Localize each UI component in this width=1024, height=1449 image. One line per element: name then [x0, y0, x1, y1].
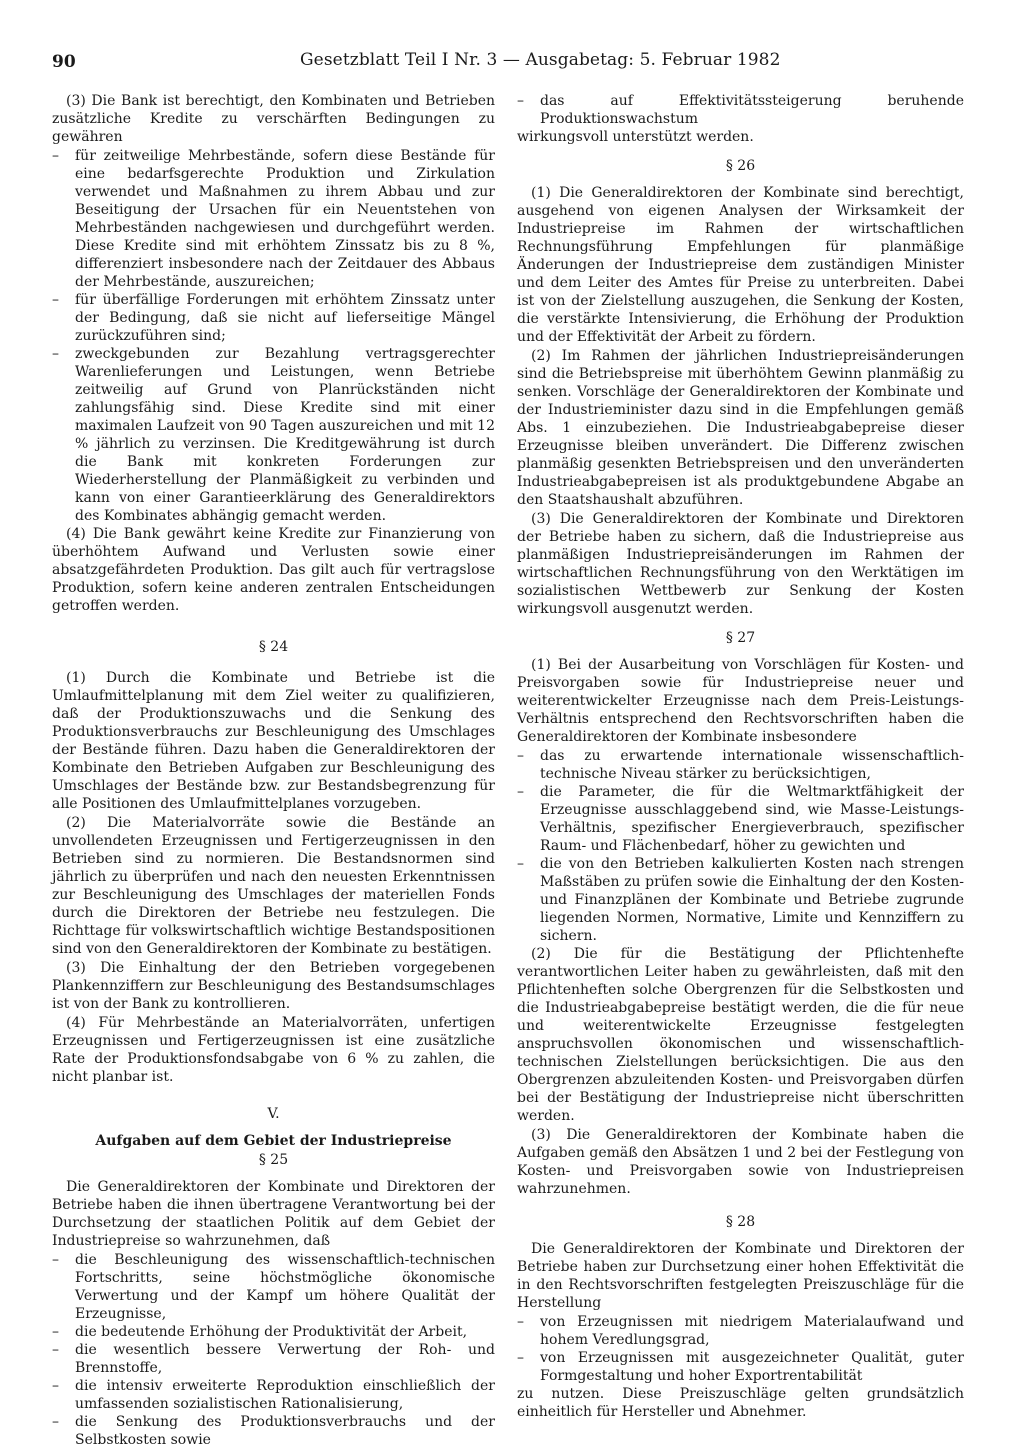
page-header: [50, 48, 970, 78]
paragraph-26-1: (1) Die Generaldirektoren der Kombinate sind berechtigt, ausgehend von eigenen Analysen der Wirksamkeit der Industriepreise im Rahmen der wirtschaftlichen Rechnungsführung Empfehlungen für planmäßige Änderungen der Industriepreise dem zuständigen Minister und dem Leiter des Amtes für Preise zu unterbreiten. Dabei ist von der Zielstellung auszugehen, die Senkung der Kosten, die verstärkte Intensivierung, die Erhöhung der Produktion und der Effektivität der Arbeit zu fördern.: [517, 185, 964, 345]
list-item: – die Beschleunigung des wissenschaftlich-technischen Fortschritts, seine höchstmögliche ökonomische Verwertung und der Kampf um höhere Qualität der Erzeugnisse,: [52, 1251, 495, 1323]
part-v-number: V.: [267, 1106, 280, 1122]
list-item: – die Senkung des Produktionsverbrauchs und der Selbstkosten sowie: [52, 1413, 495, 1449]
list-item: – das auf Effektivitätssteigerung beruhende Produktionswachstum: [517, 92, 964, 128]
paragraph-23-3-intro: (3) Die Bank ist berechtigt, den Kombinaten und Betrieben zusätzliche Kredite zu verschärften Bedingungen zu gewähren: [52, 93, 495, 145]
section-26-heading: § 26: [725, 158, 756, 174]
paragraph-24-4: (4) Für Mehrbestände an Materialvorräten, unfertigen Erzeugnissen und Fertigerzeugnissen ist eine zusätzliche Rate der Produktionsfondsabgabe von 6 % zu zahlen, die nicht planbar ist.: [52, 1015, 495, 1085]
list-item: – zweckgebunden zur Bezahlung vertragsgerechter Warenlieferungen und Leistungen, wenn Betriebe zeitweilig auf Grund von Planrückständen nicht zahlungsfähig sind. Diese Kredite sind mit einer maximalen Laufzeit von 90 Tagen auszureichen und mit 12 % jährlich zu verzinsen. Die Kreditgewährung ist durch die Bank mit konkreten Forderungen zur Wiederherstellung der Planmäßigkeit zu verbinden und kann von einer Garantieerklärung des Generaldirektors des Kombinates abhängig gemacht werden.: [52, 345, 495, 525]
paragraph-24-1: (1) Durch die Kombinate und Betriebe ist die Umlaufmittelplanung mit dem Ziel weiter zu qualifizieren, daß der Produktionszuwachs und die Senkung des Produktionsverbrauchs zur Beschleunigung des Umschlages der Bestände führen. Dazu haben die Generaldirektoren der Kombinate den Betrieben Aufgaben zur Beschleunigung des Umschlages der Bestände bzw. zur Bestandsbegrenzung für alle Positionen des Umlaufmittelplanes vorzugeben.: [52, 670, 495, 812]
list-item: – von Erzeugnissen mit ausgezeichneter Qualität, guter Formgestaltung und hoher Exportrentabilität: [517, 1349, 964, 1385]
list-item: – die von den Betrieben kalkulierten Kosten nach strengen Maßstäben zu prüfen sowie die Einhaltung der den Kosten- und Finanzplänen der Kombinate und Betriebe zugrunde liegenden Normen, Normative, Limite und Kennziffern zu sichern.: [517, 855, 964, 945]
paragraph-25-close: wirkungsvoll unterstützt werden.: [517, 129, 754, 145]
paragraph-27-3: (3) Die Generaldirektoren der Kombinate haben die Aufgaben gemäß den Absätzen 1 und 2 bei der Festlegung von Kosten- und Preisvorgaben sowie von Industriepreisen wahrzunehmen.: [517, 1127, 964, 1197]
paragraph-26-3: (3) Die Generaldirektoren der Kombinate und Direktoren der Betriebe haben zu sichern, daß die Industriepreise aus planmäßigen Industriepreisänderungen im Rahmen der wirtschaftlichen Rechnungsführung von den Werktätigen im sozialistischen Wettbewerb zur Senkung der Kosten wirkungsvoll ausgenutzt werden.: [517, 511, 964, 617]
list-item: – die wesentlich bessere Verwertung der Roh- und Brennstoffe,: [52, 1341, 495, 1377]
page-number: 90: [52, 52, 76, 72]
list-item: – das zu erwartende internationale wissenschaftlich-technische Niveau stärker zu berücksichtigen,: [517, 747, 964, 783]
left-column: [52, 92, 495, 1449]
paragraph-26-2: (2) Im Rahmen der jährlichen Industriepreisänderungen sind die Betriebspreise mit überhöhtem Gewinn planmäßig zu senken. Vorschläge der Generaldirektoren der Kombinate und der Industrieminister dazu sind in die Empfehlungen gemäß Abs. 1 einzubeziehen. Die Industrieabgabepreise dieser Erzeugnisse bleiben unverändert. Die Differenz zwischen planmäßig gesenkten Betriebspreisen und den unveränderten Industrieabgabepreisen ist als produktgebundene Abgabe an den Staatshaushalt abzuführen.: [517, 348, 964, 508]
paragraph-27-1-intro: (1) Bei der Ausarbeitung von Vorschlägen für Kosten- und Preisvorgaben sowie für Industriepreise neuer und weiterentwickelter Erzeugnisse nach dem Preis-Leistungs-Verhältnis entsprechend den Rechtsvorschriften haben die Generaldirektoren der Kombinate insbesondere: [517, 657, 964, 745]
paragraph-23-4: (4) Die Bank gewährt keine Kredite zur Finanzierung von überhöhtem Aufwand und Verlusten sowie einer absatzgefährdeten Produktion. Das gilt auch für vertragslose Produktion, sofern keine anderen zentralen Entscheidungen getroffen werden.: [52, 526, 495, 614]
paragraph-24-2: (2) Die Materialvorräte sowie die Bestände an unvollendeten Erzeugnissen und Fertigerzeugnissen in den Betrieben sind zu normieren. Die Bestandsnormen sind jährlich zu überprüfen und nach den neuesten Erkenntnissen zur Beschleunigung des Umschlages der materiellen Fonds durch die Direktoren der Betriebe neu festzulegen. Die Richttage für volkswirtschaftlich wichtige Bestandspositionen sind von den Generaldirektoren der Kombinate zu bestätigen.: [52, 815, 495, 957]
paragraph-25-intro: Die Generaldirektoren der Kombinate und Direktoren der Betriebe haben die ihnen übertragene Verantwortung bei der Durchsetzung der staatlichen Politik auf dem Gebiet der Industriepreise so wahrzunehmen, daß: [52, 1179, 495, 1249]
list-item: – die intensiv erweiterte Reproduktion einschließlich der umfassenden sozialistischen Rationalisierung,: [52, 1377, 495, 1413]
section-25-heading: § 25: [258, 1152, 289, 1168]
section-28-heading: § 28: [725, 1214, 756, 1230]
paragraph-28-close: zu nutzen. Diese Preiszuschläge gelten grundsätzlich einheitlich für Hersteller und Abnehmer.: [517, 1386, 964, 1420]
right-column: [517, 92, 964, 1422]
section-24-heading: § 24: [258, 639, 289, 655]
paragraph-28-intro: Die Generaldirektoren der Kombinate und Direktoren der Betriebe haben zur Durchsetzung einer hohen Effektivität die in den Rechtsvorschriften festgelegten Preiszuschläge für die Herstellung: [517, 1241, 964, 1311]
section-27-heading: § 27: [725, 630, 756, 646]
list-item: – die bedeutende Erhöhung der Produktivität der Arbeit,: [52, 1323, 495, 1341]
list-item: – für zeitweilige Mehrbestände, sofern diese Bestände für eine bedarfsgerechte Produktion und Zirkulation verwendet und Maßnahmen zu ihrem Abbau und zur Beseitigung der Ursachen für ein Neuentstehen von Mehrbeständen nachgewiesen und durchgeführt werden. Diese Kredite sind mit erhöhtem Zinssatz bis zu 8 %, differenziert insbesondere nach der Zeitdauer des Abbaus der Mehrbestände, auszureichen;: [52, 147, 495, 291]
paragraph-27-2: (2) Die für die Bestätigung der Pflichtenhefte verantwortlichen Leiter haben zu gewährleisten, daß mit den Pflichtenheften solche Obergrenzen für die Selbstkosten und die Industrieabgabepreise bestätigt werden, die die für neue und weiterentwickelte Erzeugnisse festgelegten anspruchsvollen ökonomischen und wissenschaftlich-technischen Zielstellungen berücksichtigen. Die aus den Obergrenzen abzuleitenden Kosten- und Preisvorgaben dürfen bei der Bestätigung der Industriepreise nicht überschritten werden.: [517, 946, 964, 1124]
list-item: – für überfällige Forderungen mit erhöhtem Zinssatz unter der Bedingung, daß sie nicht auf lieferseitige Mängel zurückzuführen sind;: [52, 291, 495, 345]
part-v-title: Aufgaben auf dem Gebiet der Industriepreise: [95, 1133, 452, 1149]
gazette-title: Gesetzblatt Teil I Nr. 3 — Ausgabetag: 5. Februar 1982: [300, 50, 781, 70]
paragraph-24-3: (3) Die Einhaltung der den Betrieben vorgegebenen Plankennziffern zur Beschleunigung des Bestandsumschlages ist von der Bank zu kontrollieren.: [52, 960, 495, 1012]
list-item: – von Erzeugnissen mit niedrigem Materialaufwand und hohem Veredlungsgrad,: [517, 1313, 964, 1349]
list-item: – die Parameter, die für die Weltmarktfähigkeit der Erzeugnisse ausschlaggebend sind, wie Masse-Leistungs-Verhältnis, spezifischer Energieverbrauch, spezifischer Raum- und Flächenbedarf, höher zu gewichten und: [517, 783, 964, 855]
